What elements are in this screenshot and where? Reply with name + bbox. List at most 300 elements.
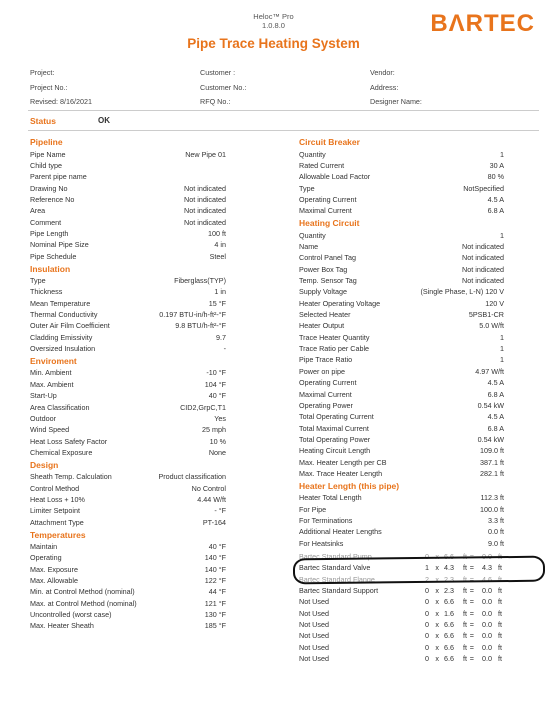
unit-ft: ft	[463, 654, 467, 664]
field-label: Thermal Conductivity	[30, 310, 98, 320]
customer-no-label: Customer No.:	[200, 83, 247, 92]
unit-ft: ft	[463, 563, 467, 573]
accessory-length: 6.6	[444, 631, 454, 641]
section-heading: Enviroment	[30, 355, 77, 366]
accessory-row	[299, 630, 504, 641]
field-row	[299, 526, 504, 537]
field-value: - °F	[214, 506, 226, 516]
section-heading: Temperatures	[30, 529, 86, 540]
field-label: Heater Total Length	[299, 493, 362, 503]
field-value: 1	[500, 344, 504, 354]
field-value: 1	[500, 230, 504, 240]
field-label: Comment	[30, 217, 62, 227]
field-label: Mean Temperature	[30, 298, 91, 308]
field-row	[299, 411, 504, 422]
field-row	[30, 343, 226, 354]
accessory-name: Not Used	[299, 642, 329, 652]
status-value: OK	[98, 116, 110, 125]
accessory-row	[299, 608, 504, 619]
field-label: Name	[299, 241, 319, 251]
field-value: 5PSB1-CR	[468, 310, 504, 320]
field-row	[30, 541, 226, 552]
field-value: 1 in	[214, 287, 226, 297]
equals-sign: =	[469, 608, 474, 618]
field-row	[30, 171, 226, 182]
field-value: 6.8 A	[487, 206, 504, 216]
equals-sign: =	[469, 631, 474, 641]
field-row	[30, 424, 226, 435]
field-value: -10 °F	[206, 368, 226, 378]
field-row	[299, 515, 504, 526]
field-value: 122 °F	[204, 576, 226, 586]
field-value: 104 °F	[204, 379, 226, 389]
field-row	[30, 217, 226, 228]
field-label: Heater Operating Voltage	[299, 298, 381, 308]
field-row	[299, 160, 504, 171]
app-version: 1.0.8.0	[262, 21, 285, 30]
vendor-label: Vendor:	[370, 68, 395, 77]
multiply-sign: x	[435, 563, 439, 573]
field-row	[299, 423, 504, 434]
field-row	[30, 447, 226, 458]
field-value: 4.97 W/ft	[475, 366, 504, 376]
accessory-name: Not Used	[299, 597, 329, 607]
field-row	[30, 471, 226, 482]
field-row	[299, 445, 504, 456]
field-row	[299, 264, 504, 275]
field-label: Reference No	[30, 194, 75, 204]
field-value: 9.8 BTU/h-ft²-°F	[175, 321, 226, 331]
field-label: Chemical Exposure	[30, 447, 93, 457]
field-row	[299, 230, 504, 241]
field-label: For Terminations	[299, 516, 353, 525]
field-value: 1	[500, 355, 504, 365]
field-label: For Heatsinks	[299, 538, 344, 548]
equals-sign: =	[469, 563, 474, 573]
field-row	[30, 564, 226, 575]
field-label: Maximal Current	[299, 206, 352, 216]
field-value: No Control	[191, 483, 226, 493]
field-label: Type	[30, 276, 46, 285]
field-value: Not indicated	[184, 217, 226, 227]
field-value: 0.54 kW	[477, 400, 504, 410]
field-row	[30, 609, 226, 620]
field-row	[30, 309, 226, 320]
field-label: Type	[299, 183, 315, 193]
accessory-total: 0.0	[482, 597, 492, 607]
field-label: Pipe Length	[30, 228, 69, 238]
field-row	[30, 228, 226, 239]
accessory-length: 6.6	[444, 642, 454, 652]
field-value: 185 °F	[204, 621, 226, 631]
app-name: Heloc™ Pro	[253, 12, 294, 21]
field-row	[299, 332, 504, 343]
divider	[28, 130, 539, 131]
field-row	[30, 436, 226, 447]
customer-label: Customer :	[200, 68, 236, 77]
field-value: 0.54 kW	[477, 434, 504, 444]
field-value: Not indicated	[184, 194, 226, 204]
accessory-qty: 2	[425, 574, 429, 584]
field-label: Rated Current	[299, 160, 345, 170]
field-row	[30, 402, 226, 413]
field-label: Max. Trace Heater Length	[299, 468, 383, 478]
field-label: Outdoor	[30, 413, 56, 423]
field-label: Uncontrolled (worst case)	[30, 610, 112, 620]
accessory-qty: 0	[425, 620, 429, 630]
field-label: For Pipe	[299, 504, 327, 514]
field-label: Max. Heater Length per CB	[299, 457, 387, 467]
field-label: Drawing No	[30, 183, 68, 193]
unit-ft: ft	[463, 586, 467, 596]
field-value: 130 °F	[204, 610, 226, 620]
field-row	[30, 494, 226, 505]
field-label: Trace Heater Quantity	[299, 332, 370, 342]
field-value: None	[208, 447, 226, 457]
field-label: Heat Loss + 10%	[30, 494, 85, 504]
field-value: Not indicated	[462, 253, 504, 263]
field-row	[30, 517, 226, 528]
field-value: -	[223, 344, 226, 354]
field-value: 5.0 W/ft	[479, 321, 504, 331]
section-heading: Heating Circuit	[299, 218, 360, 229]
field-value: 112.3 ft	[480, 493, 504, 503]
field-row	[299, 457, 504, 468]
equals-sign: =	[469, 642, 474, 652]
equals-sign: =	[469, 620, 474, 630]
field-value: Not indicated	[184, 183, 226, 193]
section-heading: Circuit Breaker	[299, 137, 360, 147]
field-row	[30, 552, 226, 563]
field-label: Selected Heater	[299, 310, 351, 320]
field-value: Not indicated	[462, 241, 504, 251]
multiply-sign: x	[435, 608, 439, 618]
field-label: Limiter Setpoint	[30, 506, 80, 516]
status-label: Status	[30, 116, 56, 126]
accessory-name: Not Used	[299, 608, 329, 618]
field-label: Attachment Type	[30, 517, 84, 527]
field-label: Max. Ambient	[30, 379, 74, 389]
equals-sign: =	[469, 654, 474, 664]
field-row	[30, 183, 226, 194]
field-row	[299, 149, 504, 160]
field-row	[299, 309, 504, 320]
accessory-qty: 0	[425, 642, 429, 652]
unit-ft: ft	[498, 642, 502, 652]
equals-sign: =	[469, 586, 474, 596]
accessory-total: 0.0	[482, 654, 492, 664]
accessory-qty: 0	[425, 631, 429, 641]
field-row	[299, 343, 504, 354]
field-label: Quantity	[299, 149, 326, 159]
accessory-qty: 1	[425, 563, 429, 573]
field-row	[30, 379, 226, 390]
field-value: 10 %	[209, 436, 226, 446]
field-value: 120 V	[485, 298, 504, 308]
field-row	[30, 286, 226, 297]
accessory-length: 6.6	[444, 620, 454, 630]
field-label: Max. Exposure	[30, 564, 78, 574]
field-row	[299, 400, 504, 411]
field-row	[30, 194, 226, 205]
accessory-qty: 0	[425, 586, 429, 596]
field-row	[299, 252, 504, 263]
field-value: 0.0 ft	[488, 527, 504, 537]
unit-ft: ft	[463, 631, 467, 641]
accessory-row	[299, 585, 504, 596]
field-row	[30, 275, 226, 286]
field-row	[30, 413, 226, 424]
field-label: Trace Ratio per Cable	[299, 344, 370, 354]
field-label: Wind Speed	[30, 425, 70, 435]
accessory-name: Bartec Standard Valve	[299, 563, 371, 573]
multiply-sign: x	[435, 631, 439, 641]
field-value: 121 °F	[204, 598, 226, 608]
field-label: Parent pipe name	[30, 172, 87, 182]
field-label: Heater Output	[299, 321, 345, 331]
accessory-name: Bartec Standard Flange	[299, 574, 375, 584]
equals-sign: =	[469, 597, 474, 607]
field-value: Not indicated	[462, 264, 504, 274]
field-row	[299, 298, 504, 309]
field-label: Start-Up	[30, 391, 57, 401]
field-value: 100.0 ft	[480, 504, 504, 514]
field-row	[299, 366, 504, 377]
section-heading: Design	[30, 459, 59, 470]
field-label: Max. Heater Sheath	[30, 621, 94, 631]
accessory-total: 0.0	[482, 620, 492, 630]
field-label: Total Operating Power	[299, 434, 371, 444]
unit-ft: ft	[463, 620, 467, 630]
accessory-length: 1.6	[444, 608, 454, 618]
accessory-name: Bartec Standard Pump	[299, 552, 372, 561]
field-value: 4.5 A	[487, 378, 504, 388]
field-row	[30, 239, 226, 250]
accessory-qty: 0	[425, 654, 429, 664]
field-value: 44 °F	[208, 587, 226, 597]
unit-ft: ft	[498, 597, 502, 607]
designer-label: Designer Name:	[370, 97, 422, 106]
accessory-total: 4.3	[482, 563, 492, 573]
field-row	[30, 620, 226, 631]
field-value: Yes	[214, 413, 226, 423]
unit-ft: ft	[498, 563, 502, 573]
field-value: 40 °F	[208, 391, 226, 401]
field-value: 140 °F	[204, 564, 226, 574]
field-value: 1	[500, 332, 504, 342]
equals-sign: =	[469, 552, 474, 561]
field-row	[299, 538, 504, 549]
field-value: 0.197 BTU-in/h-ft²-°F	[159, 310, 226, 320]
accessory-name: Not Used	[299, 654, 329, 664]
field-row	[30, 390, 226, 401]
field-row	[30, 598, 226, 609]
field-value: 25 mph	[202, 425, 226, 435]
field-label: Sheath Temp. Calculation	[30, 472, 112, 482]
field-row	[30, 483, 226, 494]
unit-ft: ft	[498, 552, 502, 561]
field-value: Steel	[209, 251, 226, 261]
document-title: Pipe Trace Heating System	[187, 36, 360, 51]
field-value: 140 °F	[204, 553, 226, 563]
field-row	[30, 367, 226, 378]
field-value: Not indicated	[462, 276, 504, 285]
accessory-row	[299, 642, 504, 653]
field-label: Oversized Insulation	[30, 344, 96, 354]
field-label: Additional Heater Lengths	[299, 527, 382, 537]
field-label: Total Maximal Current	[299, 423, 369, 433]
unit-ft: ft	[498, 586, 502, 596]
field-row	[30, 149, 226, 160]
hand-drawn-circle-annotation	[293, 556, 545, 585]
field-label: Child type	[30, 160, 62, 170]
field-label: Area Classification	[30, 402, 90, 412]
divider	[28, 110, 539, 111]
field-value: Not indicated	[184, 206, 226, 216]
field-label: Heating Circuit Length	[299, 446, 371, 456]
section-heading: Heater Length (this pipe)	[299, 480, 400, 491]
field-label: Operating Current	[299, 378, 357, 388]
field-row	[30, 160, 226, 171]
field-row	[299, 320, 504, 331]
accessory-row	[299, 596, 504, 607]
field-row	[299, 434, 504, 445]
field-label: Power on pipe	[299, 366, 345, 376]
field-label: Maximal Current	[299, 389, 352, 399]
field-row	[299, 377, 504, 388]
field-value: 109.0 ft	[480, 446, 504, 456]
field-label: Min. at Control Method (nominal)	[30, 587, 135, 597]
rfq-no-label: RFQ No.:	[200, 97, 231, 106]
field-row	[30, 332, 226, 343]
field-row	[299, 286, 504, 297]
field-label: Quantity	[299, 230, 326, 240]
unit-ft: ft	[463, 608, 467, 618]
accessory-total: 0.0	[482, 552, 492, 561]
accessory-total: 0.0	[482, 608, 492, 618]
accessory-total: 0.0	[482, 631, 492, 641]
field-label: Outer Air Film Coefficient	[30, 321, 110, 331]
address-label: Address:	[370, 83, 399, 92]
field-row	[299, 183, 504, 194]
field-label: Max. Allowable	[30, 576, 78, 586]
accessory-length: 2.3	[444, 574, 454, 584]
field-value: NotSpecified	[463, 183, 504, 193]
field-row	[30, 586, 226, 597]
field-row	[299, 354, 504, 365]
field-label: Operating Power	[299, 400, 353, 410]
field-value: 40 °F	[208, 542, 226, 551]
field-value: 4 in	[214, 240, 226, 250]
field-value: 1	[500, 149, 504, 159]
accessory-row	[299, 619, 504, 630]
accessory-total: 0.0	[482, 642, 492, 652]
multiply-sign: x	[435, 597, 439, 607]
field-label: Supply Voltage	[299, 287, 347, 297]
field-row	[30, 251, 226, 262]
field-row	[299, 468, 504, 479]
field-label: Temp. Sensor Tag	[299, 276, 357, 285]
accessory-name: Bartec Standard Support	[299, 586, 379, 596]
field-label: Operating Current	[299, 194, 357, 204]
unit-ft: ft	[463, 597, 467, 607]
bartec-logo: BΛRTEC	[430, 10, 535, 37]
field-row	[30, 298, 226, 309]
field-label: Control Method	[30, 483, 80, 493]
multiply-sign: x	[435, 654, 439, 664]
field-value: 30 A	[489, 160, 504, 170]
field-row	[299, 171, 504, 182]
field-value: Fiberglass(TYP)	[174, 276, 226, 285]
field-label: Min. Ambient	[30, 368, 72, 378]
field-row	[299, 492, 504, 503]
field-row	[30, 505, 226, 516]
field-value: 9.7	[216, 332, 226, 342]
field-value: 9.0 ft	[488, 538, 504, 548]
field-value: 4.5 A	[487, 412, 504, 422]
field-value: Product classification	[158, 472, 226, 482]
field-value: 100 ft	[208, 228, 226, 238]
multiply-sign: x	[435, 552, 439, 561]
field-row	[30, 575, 226, 586]
field-label: Pipe Schedule	[30, 251, 77, 261]
accessory-length: 2.3	[444, 586, 454, 596]
accessory-length: 4.3	[444, 563, 454, 573]
field-value: PT-164	[202, 517, 226, 527]
field-value: 4.5 A	[487, 194, 504, 204]
field-value: 6.8 A	[487, 423, 504, 433]
field-label: Allowable Load Factor	[299, 172, 371, 182]
unit-ft: ft	[498, 631, 502, 641]
accessory-length: 6.6	[444, 552, 454, 561]
unit-ft: ft	[498, 608, 502, 618]
project-no-label: Project No.:	[30, 83, 68, 92]
field-label: Power Box Tag	[299, 264, 348, 274]
field-label: Pipe Trace Ratio	[299, 355, 353, 365]
field-label: Total Operating Current	[299, 412, 374, 422]
field-row	[299, 205, 504, 216]
multiply-sign: x	[435, 642, 439, 652]
project-label: Project:	[30, 68, 55, 77]
unit-ft: ft	[463, 574, 467, 584]
field-value: 282.1 ft	[480, 468, 504, 478]
field-row	[30, 320, 226, 331]
section-heading: Pipeline	[30, 137, 63, 147]
accessory-total: 4.6	[482, 574, 492, 584]
field-value: 15 °F	[208, 298, 226, 308]
multiply-sign: x	[435, 574, 439, 584]
accessory-row	[299, 653, 504, 664]
accessory-length: 6.6	[444, 654, 454, 664]
field-value: 387.1 ft	[480, 457, 504, 467]
field-label: Control Panel Tag	[299, 253, 357, 263]
field-label: Heat Loss Safety Factor	[30, 436, 108, 446]
unit-ft: ft	[463, 552, 467, 561]
unit-ft: ft	[463, 642, 467, 652]
multiply-sign: x	[435, 586, 439, 596]
field-row	[299, 275, 504, 286]
field-label: Nominal Pipe Size	[30, 240, 89, 250]
field-label: Area	[30, 206, 46, 216]
field-row	[299, 241, 504, 252]
accessory-name: Not Used	[299, 620, 329, 630]
field-row	[299, 194, 504, 205]
multiply-sign: x	[435, 620, 439, 630]
equals-sign: =	[469, 574, 474, 584]
unit-ft: ft	[498, 574, 502, 584]
accessory-total: 0.0	[482, 586, 492, 596]
field-label: Maintain	[30, 542, 58, 551]
